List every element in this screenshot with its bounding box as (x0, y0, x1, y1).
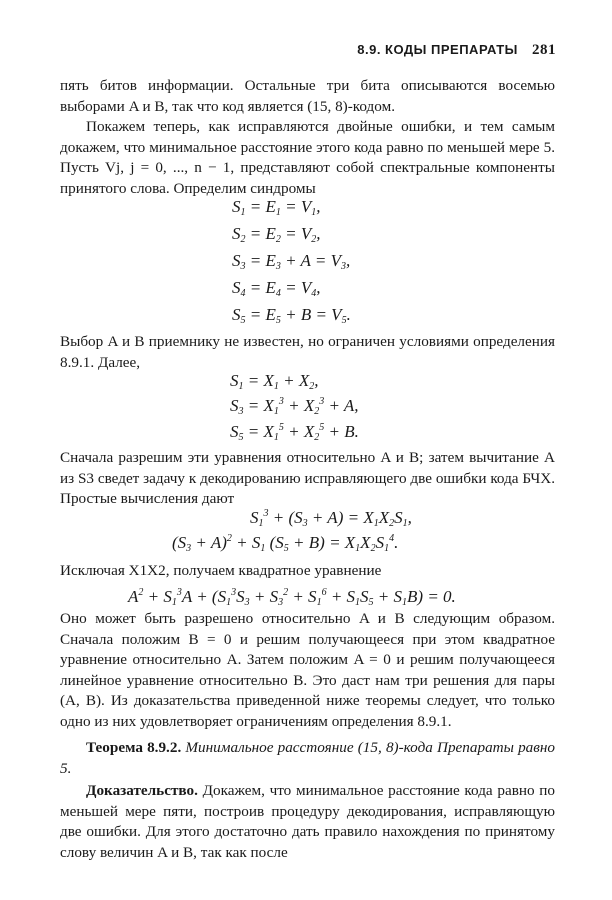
paragraph-3: Выбор A и B приемнику не известен, но ограничен условиями определения 8.9.1. Далее, (60, 333, 555, 371)
equation-s2: $S_2 = E_2 = V_2$, (232, 224, 321, 245)
equation-system-5: $S_5 = X_1^5 + X_2^5 + B$. (230, 422, 359, 443)
paragraph-4: Сначала разрешим эти уравнения относительно A и B; затем вычитание A из S3 сведет задачу к декодированию исправляющего две ошибки кода БЧХ. Простые вычисления дают (60, 449, 555, 508)
equation-system-1: $S_1 = X_1 + X_2$, (230, 371, 319, 392)
running-header (60, 42, 556, 59)
theorem-statement: Минимальное расстояние (15, 8)-кода Препараты равно 5. (60, 739, 555, 777)
page-number: 281 (532, 42, 556, 58)
paragraph-6: Оно может быть разрешено относительно A и B следующим образом. Сначала положим B = 0 и решим получающееся при этом квадратное уравнение относительно A. Затем положим A = 0 и решим получающееся линейное уравнение относительно B. Это даст нам три решения для пары (A, B). Из доказательства приведенной ниже теоремы следует, что только одно из них удовлетворяет ограничениям определения 8.9.1. (60, 610, 555, 730)
paragraph-5: Исключая X1X2, получаем квадратное уравнение (60, 562, 382, 579)
equation-derived-2: $(S_3 + A)^2 + S_1$ $(S_5 + B) = X_1X_2S_1^4$. (172, 533, 399, 554)
theorem (60, 738, 555, 779)
equation-quadratic: $A^2 + S_1^3A + (S_1^3S_3 + S_3^2 + S_1^6 + S_1S_5 + S_1B) = 0$. (128, 587, 456, 608)
proof-label: Доказательство. (86, 782, 198, 799)
equation-derived-1: $S_1^3 + (S_3 + A) = X_1X_2S_1$, (250, 508, 412, 529)
equation-system-3: $S_3 = X_1^3 + X_2^3 + A$, (230, 396, 359, 417)
equation-s3: $S_3 = E_3 + A = V_3$, (232, 251, 351, 272)
proof-text: Докажем, что минимальное расстояние кода равно по меньшей мере пяти, построив процедуру декодирования, исправляющую две ошибки. Для этого достаточно дать правило нахождения по принятому слову величин A и B, так как после (60, 782, 556, 861)
theorem-label: Теорема 8.9.2. (86, 739, 182, 756)
proof (60, 781, 555, 863)
section-title: 8.9. КОДЫ ПРЕПАРАТЫ (357, 42, 518, 57)
equation-s1: $S_1 = E_1 = V_1$, (232, 197, 321, 218)
equation-s4: $S_4 = E_4 = V_4$, (232, 278, 321, 299)
paragraph-2: Покажем теперь, как исправляются двойные ошибки, и тем самым докажем, что минимальное расстояние этого кода равно по меньшей мере 5. Пусть Vj, j = 0, ..., n − 1, представляют собой спектральные компоненты принятого слова. Определим синдромы (60, 118, 555, 197)
paragraph-1: пять битов информации. Остальные три бита описываются восемью выборами A и B, так что код является (15, 8)-кодом. (60, 77, 555, 115)
equation-s5: $S_5 = E_5 + B = V_5$. (232, 305, 351, 326)
